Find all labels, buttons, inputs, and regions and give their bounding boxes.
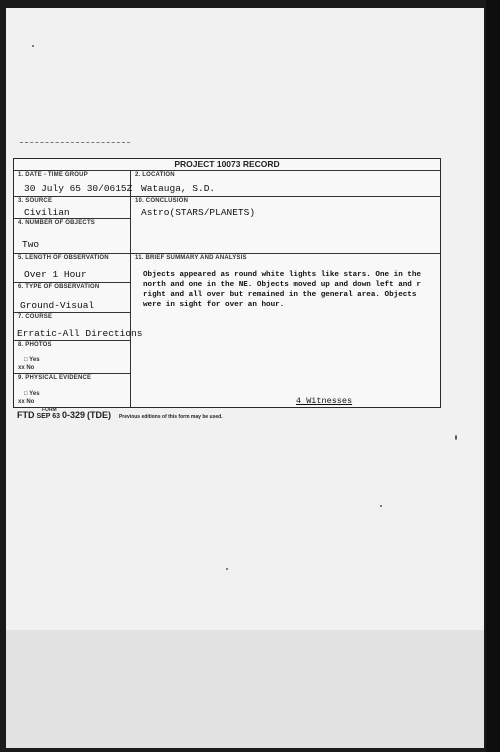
left-column — [14, 170, 143, 407]
source-label: 3. SOURCE — [18, 198, 53, 204]
brief-summary-text — [143, 270, 439, 310]
type-of-observation-label: 6. TYPE OF OBSERVATION — [18, 284, 100, 290]
physical-evidence-no: xx No — [18, 399, 35, 405]
location-value: Watauga, S.D. — [141, 183, 216, 194]
summary-line: Objects appeared as round white lights like stars. One in the — [143, 271, 421, 279]
number-of-objects-label: 4. NUMBER OF OBJECTS — [18, 220, 96, 226]
physical-evidence-yes: □ Yes — [24, 391, 40, 397]
number-of-objects-value: Two — [22, 239, 40, 250]
brief-summary-label: 11. BRIEF SUMMARY AND ANALYSIS — [135, 255, 247, 261]
form-title: PROJECT 10073 RECORD — [174, 159, 280, 169]
project-record-form — [13, 158, 441, 408]
speck — [226, 568, 228, 570]
summary-line: were in sight for over an hour. — [143, 301, 285, 309]
number-of-objects-cell — [14, 218, 130, 253]
date-time-group-value: 30 July 65 30/0615Z — [24, 183, 133, 194]
form-footer — [17, 410, 223, 420]
course-cell — [14, 312, 143, 340]
photos-cell — [14, 340, 130, 373]
length-of-observation-value: Over 1 Hour — [24, 269, 87, 280]
length-of-observation-label: 5. LENGTH OF OBSERVATION — [18, 255, 109, 261]
footer-note: Previous editions of this form may be used. — [118, 414, 223, 420]
speck — [380, 505, 382, 507]
source-value: Civilian — [24, 207, 70, 218]
page-shadow — [6, 630, 484, 748]
date-time-group-cell — [14, 170, 133, 196]
footer-form-number: 0-329 — [62, 410, 86, 420]
course-label: 7. COURSE — [18, 314, 53, 320]
date-time-group-label: 1. DATE - TIME GROUP — [18, 172, 88, 178]
photos-no: xx No — [18, 365, 35, 371]
conclusion-cell — [131, 196, 440, 253]
faint-dashed-mark — [20, 142, 130, 143]
witnesses-note: 4 Witnesses — [296, 396, 353, 406]
speck — [32, 45, 34, 47]
physical-evidence-label: 9. PHYSICAL EVIDENCE — [18, 375, 92, 381]
speck — [455, 435, 457, 440]
type-of-observation-value: Ground-Visual — [20, 300, 95, 311]
form-caption: FORM — [42, 407, 57, 413]
photos-yes: □ Yes — [24, 357, 40, 363]
course-value: Erratic-All Directions — [17, 328, 143, 339]
source-cell — [14, 196, 130, 218]
physical-evidence-cell — [14, 373, 130, 407]
footer-tde: (TDE) — [87, 410, 112, 420]
location-cell — [131, 170, 440, 196]
summary-line: right and all over but remained in the general area. Objects — [143, 291, 417, 299]
right-column — [131, 170, 440, 407]
scan-edge — [486, 0, 500, 752]
conclusion-label: 10. CONCLUSION — [135, 198, 189, 204]
location-label: 2. LOCATION — [135, 172, 175, 178]
footer-code: FTD — [17, 410, 35, 420]
summary-line: north and one in the NE. Objects moved up and down left and r — [143, 281, 421, 289]
conclusion-value: Astro(STARS/PLANETS) — [141, 207, 256, 218]
brief-summary-cell — [131, 253, 440, 407]
photos-label: 8. PHOTOS — [18, 342, 52, 348]
type-of-observation-cell — [14, 282, 130, 312]
length-of-observation-cell — [14, 253, 130, 282]
footer-date: SEP 63 — [36, 413, 61, 420]
